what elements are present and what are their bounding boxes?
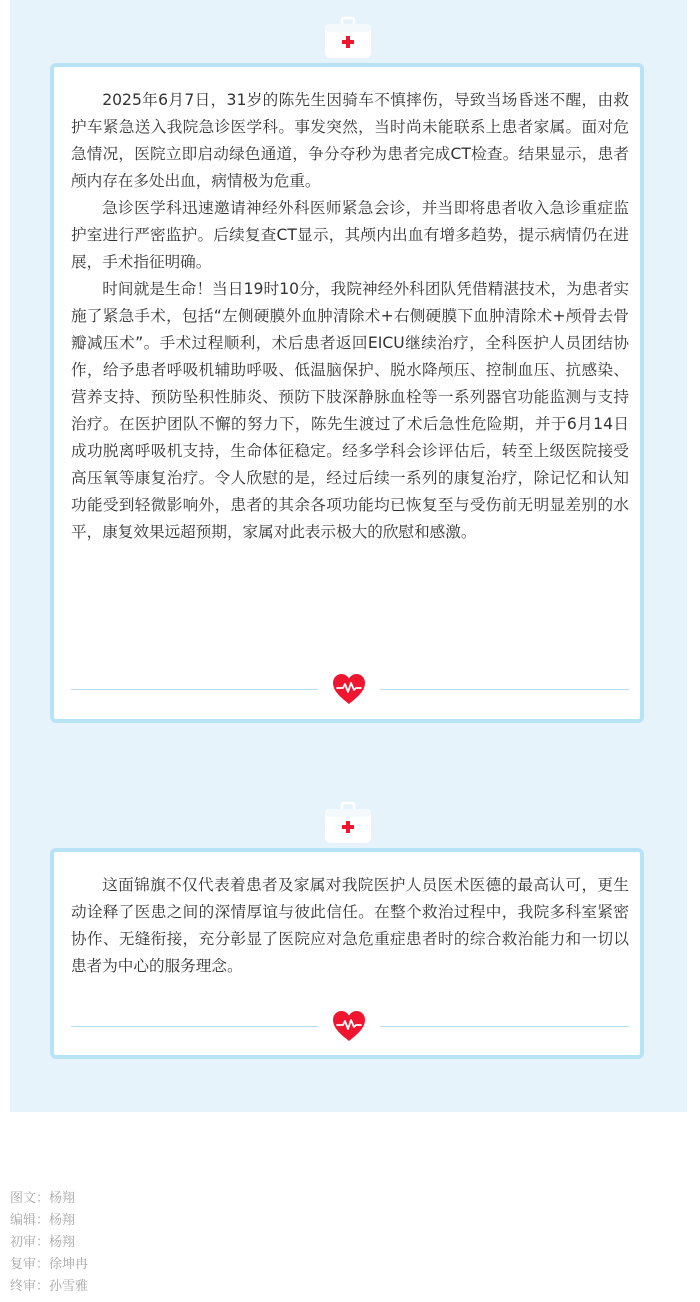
summary-card bbox=[50, 848, 644, 1059]
first-aid-kit-icon bbox=[324, 16, 372, 60]
credit-final-review: 终审：孙雪雅 bbox=[10, 1279, 89, 1294]
credit-author: 图文：杨翔 bbox=[10, 1191, 76, 1206]
credits-block bbox=[10, 1188, 88, 1298]
divider-line-left bbox=[71, 689, 318, 690]
summary-text bbox=[71, 872, 629, 980]
story-paragraph-3: 时间就是生命！当日19时10分，我院神经外科团队凭借精湛技术，为患者实施了紧急手术，包括“左侧硬膜外血肿清除术+右侧硬膜下血肿清除术+颅骨去骨瓣减压术”。手术过程顺利，术后患者返回EICU继续治疗，全科医护人员团结协作，给予患者呼吸机辅助呼吸、低温脑保护、脱水降颅压、控制血压、抗感染、营养支持、预防坠积性肺炎、预防下肢深静脉血栓等一系列器官功能监测与支持治疗。在医护团队不懈的努力下，陈先生渡过了术后急性危险期，并于6月14日成功脱离呼吸机支持，生命体征稳定。经多学科会诊评估后，转至上级医院接受高压氧等康复治疗。令人欣慰的是，经过后续一系列的康复治疗，除记忆和认知功能受到轻微影响外，患者的其余各项功能均已恢复至与受伤前无明显差别的水平，康复效果远超预期，家属对此表示极大的欣慰和感激。 bbox=[71, 280, 629, 541]
credit-second-review: 复审：徐坤冉 bbox=[10, 1257, 89, 1272]
divider-line-left bbox=[71, 1026, 318, 1027]
divider-line-right bbox=[380, 1026, 629, 1027]
credit-first-review: 初审：杨翔 bbox=[10, 1235, 76, 1250]
summary-paragraph-1: 这面锦旗不仅代表着患者及家属对我院医护人员医术医德的最高认可，更生动诠释了医患之间的深情厚谊与彼此信任。在整个救治过程中，我院多科室紧密协作、无缝衔接，充分彰显了医院应对急危重症患者时的综合救治能力和一切以患者为中心的服务理念。 bbox=[71, 876, 629, 975]
story-paragraph-1: 2025年6月7日，31岁的陈先生因骑车不慎摔伤，导致当场昏迷不醒，由救护车紧急送入我院急诊医学科。事发突然，当时尚未能联系上患者家属。面对危急情况，医院立即启动绿色通道，争分夺秒为患者完成CT检查。结果显示，患者颅内存在多处出血，病情极为危重。 bbox=[71, 91, 629, 190]
story-paragraph-2: 急诊医学科迅速邀请神经外科医师紧急会诊，并当即将患者收入急诊重症监护室进行严密监护。后续复查CT显示，其颅内出血有增多趋势，提示病情仍在进展，手术指征明确。 bbox=[71, 199, 629, 271]
first-aid-kit-icon bbox=[324, 801, 372, 845]
story-card bbox=[50, 63, 644, 723]
credit-editor: 编辑：杨翔 bbox=[10, 1213, 76, 1228]
story-text bbox=[71, 87, 629, 546]
heart-divider bbox=[71, 1010, 629, 1044]
divider-line-right bbox=[380, 689, 629, 690]
heartbeat-heart-icon bbox=[331, 673, 367, 705]
heart-divider bbox=[71, 673, 629, 707]
heartbeat-heart-icon bbox=[331, 1010, 367, 1042]
